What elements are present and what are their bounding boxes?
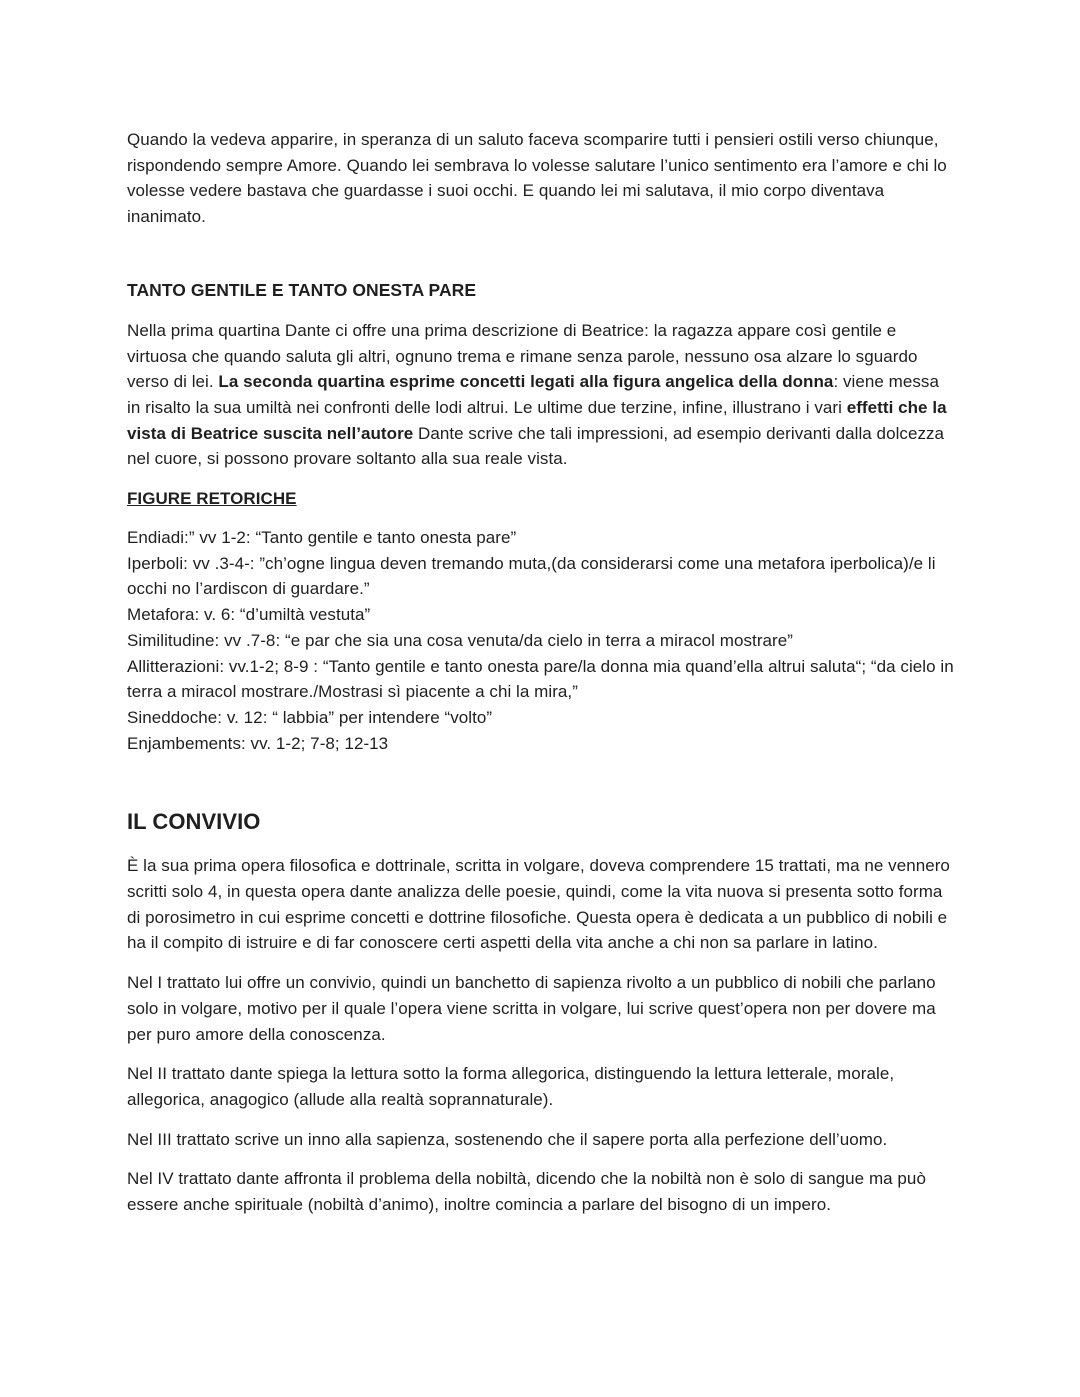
section-heading-tanto-gentile: TANTO GENTILE E TANTO ONESTA PARE [127, 279, 477, 300]
subheading-figure-retoriche: FIGURE RETORICHE [127, 489, 297, 509]
tanto-gentile-paragraph [127, 318, 957, 472]
convivio-paragraph: Nel IV trattato dante affronta il problema della nobiltà, dicendo che la nobiltà non è solo di sangue ma può essere anche spirituale (nobiltà d’animo), inoltre comincia a parlare del bisogno di un impero. [127, 1169, 926, 1215]
list-item: Similitudine: vv .7-8: “e par che sia una cosa venuta/da cielo in terra a miracol mostrare” [127, 630, 793, 650]
convivio-paragraph: È la sua prima opera filosofica e dottrinale, scritta in volgare, doveva comprendere 15 trattati, ma ne vennero scritti solo 4, in questa opera dante analizza delle poesie, quindi, come la vita nuova si presenta sotto forma di porosimetro in cui esprime concetti e dottrine filosofiche. Questa opera è dedicata a un pubblico di nobili e ha il compito di istruire e di far conoscere certi aspetti della vita anche a chi non sa parlare in latino. [127, 856, 950, 953]
text-run: Dante scrive che tali impressioni, ad esempio derivanti dalla dolcezza nel cuore, si possono provare soltanto alla sua reale vista. [127, 423, 945, 469]
list-item: Iperboli: vv .3-4-: ”ch’ogne lingua deven tremando muta,(da considerarsi come una metafora iperbolica)/e li occhi no l’ardiscon di guardare.” [127, 553, 936, 599]
list-item: Allitterazioni: vv.1-2; 8-9 : “Tanto gentile e tanto onesta pare/la donna mia quand’ella altrui saluta“; “da cielo in terra a miracol mostrare./Mostrasi sì piacente a chi la mira,” [127, 656, 954, 702]
text-run: : viene messa in risalto la sua umiltà nei confronti delle lodi altrui. Le ultime due terzine, infine, illustrano i vari [127, 372, 939, 417]
bold-run: La seconda quartina esprime concetti legati alla figura angelica della donna [218, 372, 834, 392]
convivio-paragraph: Nel III trattato scrive un inno alla sapienza, sostenendo che il sapere porta alla perfezione dell’uomo. [127, 1129, 888, 1149]
list-item: Sineddoche: v. 12: “ labbia” per intendere “volto” [127, 707, 493, 727]
document-page [127, 127, 957, 1218]
intro-paragraph: Quando la vedeva apparire, in speranza di un saluto faceva scomparire tutti i pensieri ostili verso chiunque, rispondendo sempre Amore. Quando lei sembrava lo volesse salutare l’unico sentimento era l’amore e chi lo volesse vedere bastava che guardasse i suoi occhi. E quando lei mi salutava, il mio corpo diventava inanimato. [127, 130, 947, 227]
bold-run: effetti che la vista di Beatrice suscita nell’autore [127, 397, 947, 443]
figure-retoriche-list [127, 525, 957, 756]
list-item: Metafora: v. 6: “d’umiltà vestuta” [127, 605, 371, 625]
convivio-paragraph: Nel I trattato lui offre un convivio, quindi un banchetto di sapienza rivolto a un pubblico di nobili che parlano solo in volgare, motivo per il quale l’opera viene scritta in volgare, lui scrive quest’opera non per dovere ma per puro amore della conoscenza. [127, 973, 936, 1044]
list-item: Enjambements: vv. 1-2; 7-8; 12-13 [127, 733, 389, 753]
convivio-paragraph: Nel II trattato dante spiega la lettura sotto la forma allegorica, distinguendo la lettura letterale, morale, allegorica, anagogico (allude alla realtà soprannaturale). [127, 1064, 895, 1109]
section-heading-il-convivio: IL CONVIVIO [127, 809, 261, 835]
list-item: Endiadi:” vv 1-2: “Tanto gentile e tanto onesta pare” [127, 528, 517, 548]
text-run: Nella prima quartina Dante ci offre una prima descrizione di Beatrice: la ragazza appare così gentile e virtuosa che quando saluta gli altri, ognuno trema e rimane senza parole, nessuno osa alzare lo sguardo verso di lei. [127, 320, 918, 392]
